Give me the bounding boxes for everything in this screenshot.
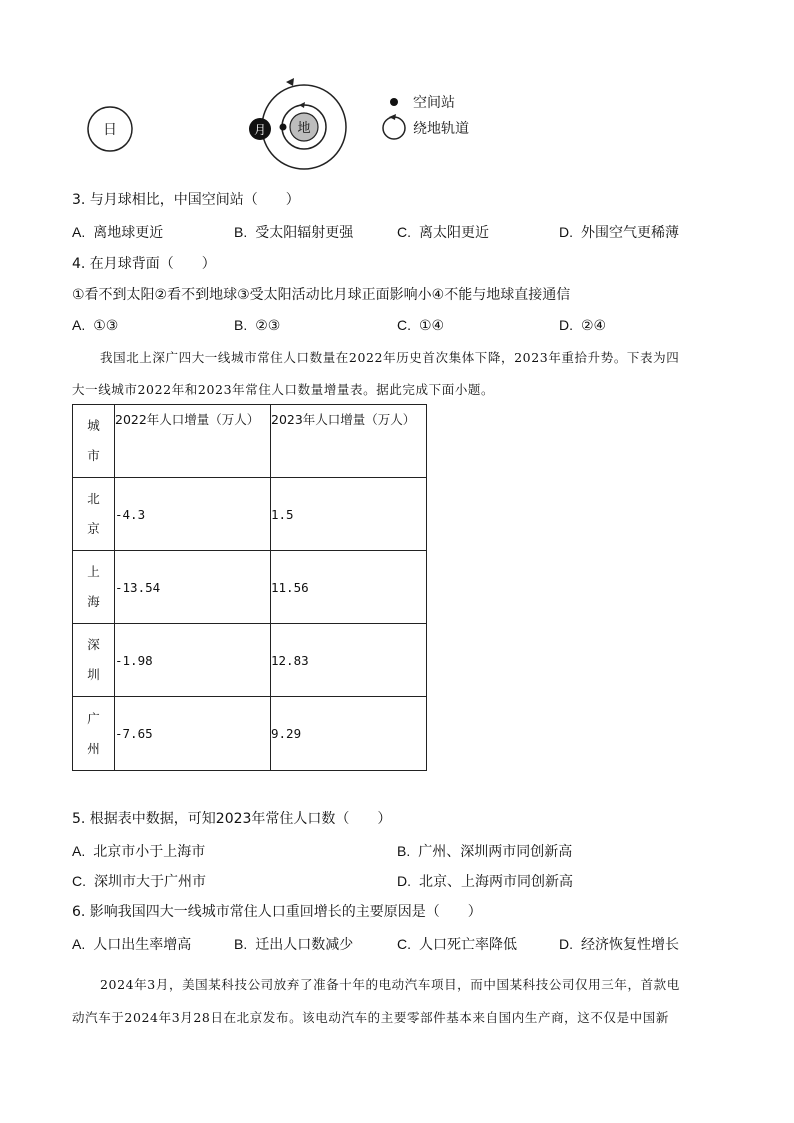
option-text: ①④ xyxy=(419,318,445,334)
option-letter: A. xyxy=(72,936,86,952)
value-2022: -1.98 xyxy=(115,624,271,697)
city-char: 京 xyxy=(87,521,100,536)
station-orbit-arrow xyxy=(299,102,305,108)
option-letter: A. xyxy=(72,224,86,240)
option-letter: B. xyxy=(234,936,248,952)
option-letter: C. xyxy=(397,317,411,333)
option-letter: B. xyxy=(234,224,248,240)
passage-1-line-2: 大一线城市2022年和2023年常住人口数量增量表。据此完成下面小题。 xyxy=(72,382,495,397)
q4-option-a[interactable] xyxy=(72,315,118,336)
moon-label: 月 xyxy=(253,123,267,137)
city-char: 圳 xyxy=(87,667,100,682)
population-increment-table xyxy=(72,404,427,771)
legend-orbit-circle xyxy=(383,117,405,139)
space-station-dot xyxy=(280,124,287,131)
value-2022: -7.65 xyxy=(115,697,271,771)
q6-option-d[interactable] xyxy=(559,934,679,955)
q6-option-a[interactable] xyxy=(72,934,191,955)
city-cell xyxy=(87,557,101,617)
option-text: 人口出生率增高 xyxy=(93,937,192,953)
q5-option-d[interactable] xyxy=(397,871,573,892)
option-text: 深圳市大于广州市 xyxy=(94,874,206,890)
option-text: 北京市小于上海市 xyxy=(93,844,206,860)
q3-option-d[interactable] xyxy=(559,222,679,243)
q4-option-c[interactable] xyxy=(397,315,444,336)
value-2023: 9.29 xyxy=(271,697,427,771)
value-2023: 11.56 xyxy=(271,551,427,624)
option-text: ②③ xyxy=(255,318,281,334)
option-text: ②④ xyxy=(581,318,607,334)
orbit-direction-arrow xyxy=(286,78,294,86)
q5-option-c[interactable] xyxy=(72,871,206,892)
question-4-statements: ①看不到太阳②看不到地球③受太阳活动比月球正面影响小④不能与地球直接通信 xyxy=(72,287,571,303)
option-text: 人口死亡率降低 xyxy=(419,937,517,953)
header-city-char: 城 xyxy=(87,418,100,433)
option-letter: A. xyxy=(72,317,86,333)
option-letter: C. xyxy=(397,936,411,952)
legend-station-dot xyxy=(390,98,398,106)
sun-label: 日 xyxy=(103,122,117,138)
legend-orbit-label: 绕地轨道 xyxy=(413,121,469,137)
legend-station-label: 空间站 xyxy=(413,95,455,111)
passage-2-line-2: 动汽车于2024年3月28日在北京发布。该电动汽车的主要零部件基本来自国内生产商，这不仅是中国新 xyxy=(72,1010,669,1025)
city-char: 州 xyxy=(87,740,100,756)
question-3-stem: 3. 与月球相比，中国空间站（ ） xyxy=(72,192,300,208)
passage-2-line-1: 2024年3月，美国某科技公司放弃了准备十年的电动汽车项目，而中国某科技公司仅用三年，首款电 xyxy=(100,977,680,992)
option-text: 外围空气更稀薄 xyxy=(581,225,679,241)
value-2022: -4.3 xyxy=(115,478,271,551)
q3-option-b[interactable] xyxy=(234,222,353,243)
option-letter: D. xyxy=(397,873,411,889)
option-text: 北京、上海两市同创新高 xyxy=(419,874,573,890)
option-letter: B. xyxy=(397,843,411,859)
header-city-char: 市 xyxy=(87,448,100,463)
table-header-row xyxy=(73,405,427,478)
option-text: ①③ xyxy=(93,318,119,334)
city-char: 广 xyxy=(87,710,100,726)
value-2022: -13.54 xyxy=(115,551,271,624)
q4-option-d[interactable] xyxy=(559,315,606,336)
value-2023: 12.83 xyxy=(271,624,427,697)
q6-option-b[interactable] xyxy=(234,934,353,955)
city-char: 深 xyxy=(87,637,100,652)
option-letter: D. xyxy=(559,317,573,333)
header-2022: 2022年人口增量（万人） xyxy=(115,412,260,427)
table-row xyxy=(73,478,427,551)
question-6-stem: 6. 影响我国四大一线城市常住人口重回增长的主要原因是（ ） xyxy=(72,904,482,920)
option-letter: B. xyxy=(234,317,248,333)
option-text: 经济恢复性增长 xyxy=(581,937,679,953)
table-row xyxy=(73,551,427,624)
option-text: 受太阳辐射更强 xyxy=(255,225,354,241)
city-char: 海 xyxy=(87,594,100,609)
option-letter: C. xyxy=(397,224,411,240)
table-row xyxy=(73,624,427,697)
q3-option-a[interactable] xyxy=(72,222,163,243)
header-city-cell xyxy=(87,411,101,471)
option-text: 迁出人口数减少 xyxy=(255,937,354,953)
table-row xyxy=(73,697,427,771)
sun-earth-moon-diagram xyxy=(0,70,794,190)
legend-orbit-arrow xyxy=(389,114,396,120)
option-letter: A. xyxy=(72,843,86,859)
option-letter: D. xyxy=(559,224,573,240)
q5-option-b[interactable] xyxy=(397,841,572,862)
passage-1-line-1: 我国北上深广四大一线城市常住人口数量在2022年历史首次集体下降，2023年重拾升势。下表为四 xyxy=(100,350,680,365)
earth-label: 地 xyxy=(297,121,311,136)
q3-option-c[interactable] xyxy=(397,222,489,243)
option-letter: D. xyxy=(559,936,573,952)
option-text: 离太阳更近 xyxy=(419,225,489,241)
q6-option-c[interactable] xyxy=(397,934,517,955)
city-char: 北 xyxy=(87,491,100,506)
value-2023: 1.5 xyxy=(271,478,427,551)
q5-option-a[interactable] xyxy=(72,841,205,862)
option-text: 广州、深圳两市同创新高 xyxy=(418,844,573,860)
question-4-stem: 4. 在月球背面（ ） xyxy=(72,256,216,272)
city-cell xyxy=(87,484,101,544)
option-letter: C. xyxy=(72,873,86,889)
header-2023: 2023年人口增量（万人） xyxy=(271,412,416,427)
city-cell xyxy=(87,630,101,690)
question-5-stem: 5. 根据表中数据，可知2023年常住人口数（ ） xyxy=(72,811,392,827)
option-text: 离地球更近 xyxy=(93,225,164,241)
q4-option-b[interactable] xyxy=(234,315,280,336)
city-cell xyxy=(87,704,101,764)
city-char: 上 xyxy=(87,564,100,579)
